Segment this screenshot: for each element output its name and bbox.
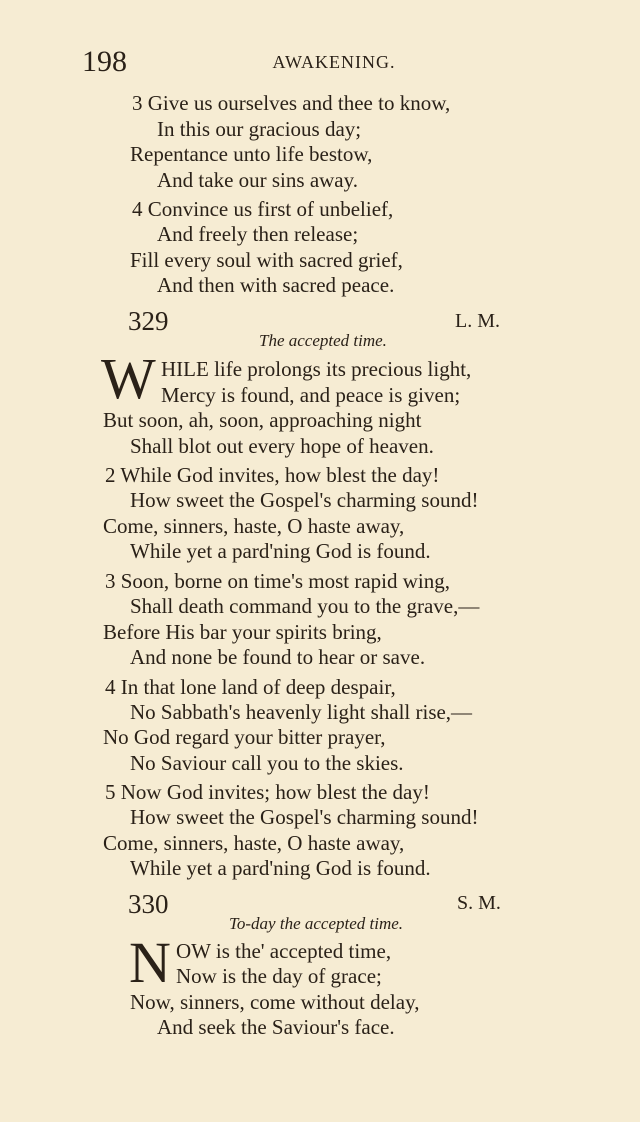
verse-line: 4 Convince us first of unbelief, bbox=[132, 197, 394, 221]
verse-line: No Saviour call you to the skies. bbox=[130, 751, 404, 775]
verse-line: 2 While God invites, how blest the day! bbox=[105, 463, 440, 487]
drop-cap: N bbox=[129, 930, 171, 995]
verse-line: Shall death command you to the grave,— bbox=[130, 594, 480, 618]
hymn-meter: L. M. bbox=[455, 310, 500, 332]
verse-line: And freely then release; bbox=[157, 222, 359, 246]
hymn-meter: S. M. bbox=[457, 892, 501, 914]
hymn-number: 329 bbox=[128, 306, 169, 336]
verse-line: 4 In that lone land of deep despair, bbox=[105, 675, 396, 699]
drop-cap: W bbox=[101, 346, 156, 411]
verse-line: While yet a pard'ning God is found. bbox=[130, 539, 431, 563]
verse-line: 5 Now God invites; how blest the day! bbox=[105, 780, 430, 804]
verse-line: HILE life prolongs its precious light, bbox=[161, 357, 472, 381]
verse-line: 3 Give us ourselves and thee to know, bbox=[132, 91, 451, 115]
verse-line: But soon, ah, soon, approaching night bbox=[103, 408, 422, 432]
verse-line: While yet a pard'ning God is found. bbox=[130, 856, 431, 880]
page-header bbox=[0, 44, 640, 84]
verse-line: And none be found to hear or save. bbox=[130, 645, 426, 669]
page-number: 198 bbox=[82, 45, 127, 78]
verse-line: Come, sinners, haste, O haste away, bbox=[103, 831, 405, 855]
verse-line: In this our gracious day; bbox=[157, 117, 362, 141]
verse-line: Now is the day of grace; bbox=[176, 964, 382, 988]
verse-line: Come, sinners, haste, O haste away, bbox=[103, 514, 405, 538]
verse-line: Repentance unto life bestow, bbox=[130, 142, 373, 166]
verse-line: No God regard your bitter prayer, bbox=[103, 725, 386, 749]
verse-line: Before His bar your spirits bring, bbox=[103, 620, 382, 644]
verse-line: No Sabbath's heavenly light shall rise,— bbox=[130, 700, 473, 724]
verse-line: And seek the Saviour's face. bbox=[157, 1015, 395, 1039]
verse-line: 3 Soon, borne on time's most rapid wing, bbox=[105, 569, 451, 593]
verse-line: How sweet the Gospel's charming sound! bbox=[130, 488, 479, 512]
verse-line: How sweet the Gospel's charming sound! bbox=[130, 805, 479, 829]
hymn-subtitle: To-day the accepted time. bbox=[229, 914, 404, 933]
running-head: AWAKENING. bbox=[272, 52, 396, 72]
verse-line: Shall blot out every hope of heaven. bbox=[130, 434, 434, 458]
verse-line: Mercy is found, and peace is given; bbox=[161, 383, 461, 407]
verse-line: Fill every soul with sacred grief, bbox=[130, 248, 403, 272]
verse-line: And then with sacred peace. bbox=[157, 273, 395, 297]
verse-line: Now, sinners, come without delay, bbox=[130, 990, 420, 1014]
verse-line: OW is the' accepted time, bbox=[176, 939, 392, 963]
hymn-subtitle: The accepted time. bbox=[259, 331, 387, 350]
hymn-number: 330 bbox=[128, 889, 169, 919]
verse-line: And take our sins away. bbox=[157, 168, 359, 192]
